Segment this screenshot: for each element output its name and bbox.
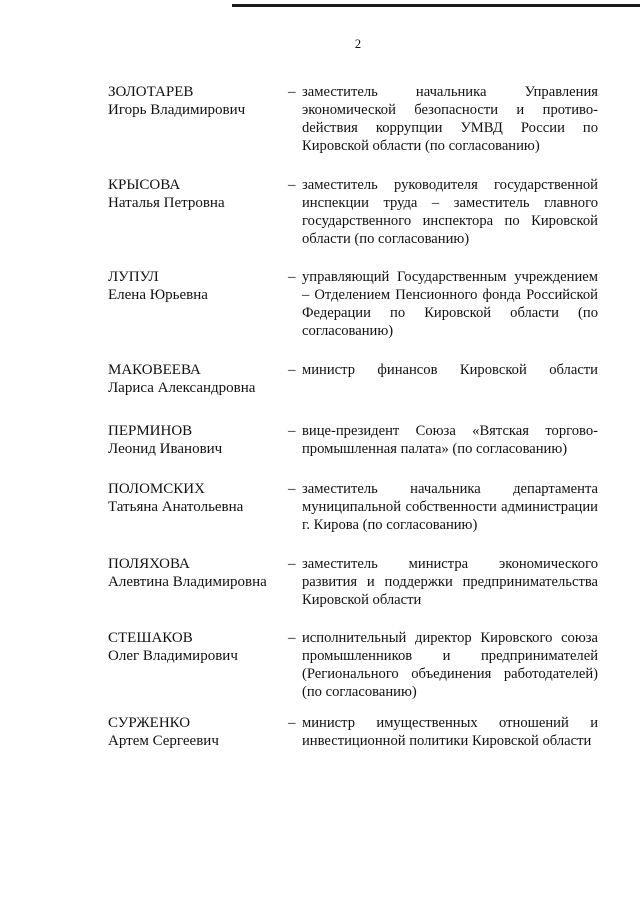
dash: – [288,269,296,285]
dash: – [288,423,296,439]
position-text: заместитель начальника Управления экономической безопасности и противоdействия коррупции УМВД России по Кировской области (по согласованию) [302,84,598,154]
surname: ПЕРМИНОВ [108,423,193,439]
person-name [108,422,283,458]
surname: СУРЖЕНКО [108,715,191,731]
position-text: министр финансов Кировской области [302,362,598,378]
given-names: Олег Владимирович [108,648,238,664]
given-names: Лариса Александровна [108,380,256,396]
dash: – [288,630,296,646]
position-text: заместитель начальника департамента муниципальной собственности администрации г. Кирова (по согласованию) [302,481,598,533]
given-names: Игорь Владимирович [108,102,246,118]
given-names: Алевтина Владимировна [108,574,267,590]
person-name [108,268,283,304]
given-names: Татьяна Анатольевна [108,499,244,515]
dash: – [288,84,296,100]
given-names: Леонид Иванович [108,441,223,457]
person-name [108,83,283,119]
page-number: 2 [354,37,362,51]
dash: – [288,362,296,378]
position-text: заместитель министра экономического развития и поддержки предпринимательства Кировской области [302,556,598,608]
position-text: министр имущественных отношений и инвестиционной политики Кировской области [302,715,598,749]
person-name [108,555,283,591]
dash: – [288,715,296,731]
person-name [108,714,283,750]
surname: СТЕШАКОВ [108,630,193,646]
position-text: заместитель руководителя государственной инспекции труда – заместитель главного государственного инспектора по Кировской области (по согласованию) [302,177,598,247]
surname: ПОЛОМСКИХ [108,481,205,497]
surname: ЛУПУЛ [108,269,159,285]
given-names: Артем Сергеевич [108,733,219,749]
dash: – [288,556,296,572]
position-text: управляющий Государственным учреждением – Отделением Пенсионного фонда Российской Федерации по Кировской области (по согласованию) [302,269,598,339]
position-text: исполнительный директор Кировского союза промышленников и предпринимателей (Регионального объединения работодателей) (по согласованию) [302,630,598,700]
surname: ПОЛЯХОВА [108,556,190,572]
person-name [108,176,283,212]
dash: – [288,177,296,193]
person-name [108,629,283,665]
position-text: вице-президент Союза «Вятская торгово-промышленная палата» (по согласованию) [302,423,598,457]
person-name [108,480,283,516]
given-names: Наталья Петровна [108,195,225,211]
given-names: Елена Юрьевна [108,287,208,303]
dash: – [288,481,296,497]
surname: ЗОЛОТАРЕВ [108,84,194,100]
person-name [108,361,283,397]
surname: МАКОВЕЕВА [108,362,201,378]
surname: КРЫСОВА [108,177,181,193]
